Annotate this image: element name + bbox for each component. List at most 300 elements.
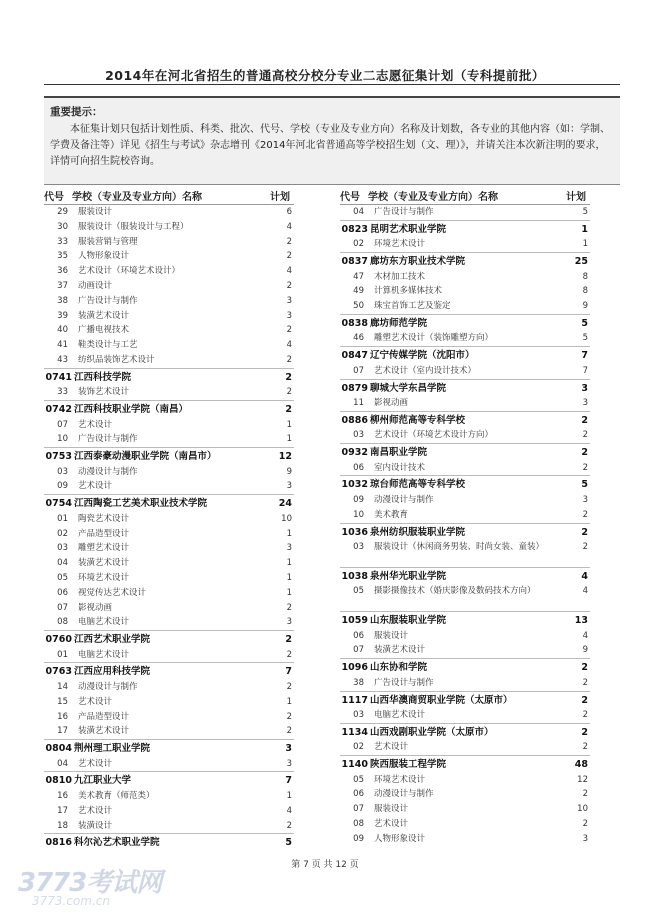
row-name: 艺术设计 — [78, 481, 113, 492]
row-plan: 7 — [581, 350, 588, 362]
row-code: 30 — [57, 221, 68, 232]
major-row — [340, 364, 590, 379]
row-code: 1134 — [341, 726, 368, 738]
major-row — [44, 648, 294, 663]
school-row — [340, 379, 590, 397]
major-row — [44, 695, 294, 710]
row-name: 陶瓷艺术设计 — [78, 513, 130, 524]
row-plan: 5 — [582, 207, 588, 217]
row-plan: 2 — [286, 726, 292, 737]
major-row — [44, 205, 294, 220]
row-plan: 1 — [286, 528, 292, 539]
school-row — [340, 611, 590, 629]
row-name: 艺术设计 — [78, 805, 113, 816]
row-name: 珠宝首饰工艺及鉴定 — [374, 301, 451, 312]
school-row — [44, 662, 294, 680]
row-name: 环境艺术设计 — [374, 239, 426, 250]
row-name: 江西陶瓷工艺美术职业技术学院 — [74, 498, 208, 510]
major-row — [340, 461, 590, 476]
row-name: 艺术设计 — [374, 819, 409, 830]
row-name: 雕塑艺术设计 — [78, 543, 130, 554]
row-name: 室内设计技术 — [374, 462, 426, 473]
row-name: 辽宁传媒学院（沈阳市） — [370, 350, 475, 362]
school-row — [340, 567, 590, 585]
school-row — [340, 443, 590, 461]
row-code: 04 — [57, 558, 68, 569]
major-row — [44, 757, 294, 772]
notice-heading: 重要提示： — [50, 106, 103, 118]
row-code: 36 — [57, 266, 68, 277]
row-name: 美术教育 — [374, 509, 409, 520]
row-name: 鞋类设计与工艺 — [78, 340, 138, 351]
major-row — [340, 584, 590, 611]
row-name: 人物形象设计 — [78, 251, 130, 262]
row-name: 美术教育（师范类） — [78, 790, 155, 801]
row-plan: 3 — [286, 310, 292, 321]
row-plan: 9 — [582, 645, 588, 656]
row-name: 动漫设计与制作 — [374, 789, 434, 800]
row-name: 木材加工技术 — [374, 271, 426, 282]
row-name: 动漫设计与制作 — [374, 494, 434, 505]
major-row — [340, 773, 590, 788]
major-row — [44, 541, 294, 556]
row-plan: 4 — [286, 805, 292, 816]
row-code: 38 — [57, 295, 68, 306]
left-column-header — [44, 186, 294, 205]
row-code: 05 — [353, 774, 364, 785]
major-row — [44, 353, 294, 368]
row-plan: 3 — [286, 481, 292, 492]
row-name: 服装设计 — [374, 630, 409, 641]
row-name: 动漫设计与制作 — [78, 466, 138, 477]
row-name: 雕塑艺术设计（装饰雕塑方向） — [374, 333, 494, 344]
school-row — [340, 314, 590, 332]
row-plan: 2 — [285, 404, 292, 416]
row-plan: 2 — [286, 649, 292, 660]
row-plan: 10 — [281, 513, 292, 524]
major-row — [340, 428, 590, 443]
row-plan: 1 — [581, 223, 588, 235]
major-row — [44, 279, 294, 294]
row-code: 0879 — [341, 382, 368, 394]
row-code: 0837 — [341, 256, 368, 268]
row-code: 08 — [353, 819, 364, 830]
row-code: 18 — [57, 820, 68, 831]
row-code: 16 — [57, 790, 68, 801]
major-row — [44, 601, 294, 616]
row-name: 泉州纺织服装职业学院 — [370, 526, 466, 538]
header-name: 学校（专业及专业方向）名称 — [72, 192, 202, 203]
row-name: 江西科技职业学院（南昌） — [74, 404, 189, 416]
row-plan: 2 — [581, 726, 588, 738]
major-row — [44, 249, 294, 264]
row-plan: 2 — [581, 414, 588, 426]
major-row — [44, 819, 294, 834]
row-code: 0932 — [341, 447, 368, 459]
major-row — [340, 629, 590, 644]
row-code: 0804 — [45, 743, 72, 755]
header-name: 学校（专业及专业方向）名称 — [368, 192, 498, 203]
row-name: 广告设计与制作 — [374, 207, 434, 217]
row-plan: 2 — [286, 251, 292, 262]
row-code: 39 — [57, 310, 68, 321]
row-code: 09 — [353, 494, 364, 505]
row-name: 计算机多媒体技术 — [374, 286, 443, 297]
school-row — [340, 658, 590, 676]
row-code: 09 — [57, 481, 68, 492]
row-name: 艺术设计（环境艺术设计方向） — [374, 430, 494, 441]
row-name: 影视动画 — [374, 398, 409, 409]
row-name: 产品造型设计 — [78, 711, 130, 722]
major-row — [340, 787, 590, 802]
row-name: 昆明艺术职业学院 — [370, 223, 447, 235]
page-footer: 第 7 页 共 12 页 — [291, 860, 359, 870]
row-name: 山东协和学院 — [370, 662, 428, 674]
major-row — [44, 479, 294, 494]
row-name: 摄影摄像技术（婚庆影像及数码技术方向） — [374, 586, 536, 597]
major-row — [44, 724, 294, 739]
row-plan: 2 — [582, 542, 588, 553]
row-plan: 2 — [286, 602, 292, 613]
row-plan: 4 — [582, 630, 588, 641]
row-name: 艺术设计 — [78, 696, 113, 707]
row-code: 09 — [353, 833, 364, 844]
row-code: 17 — [57, 805, 68, 816]
row-name: 动漫设计与制作 — [78, 681, 138, 692]
school-row — [340, 755, 590, 773]
major-row — [340, 237, 590, 252]
school-row — [44, 833, 294, 851]
row-code: 0886 — [341, 414, 368, 426]
row-plan: 2 — [581, 447, 588, 459]
school-row — [340, 723, 590, 741]
header-code: 代号 — [340, 192, 360, 203]
major-row — [44, 338, 294, 353]
row-plan: 1 — [286, 558, 292, 569]
row-plan: 2 — [286, 325, 292, 336]
row-name: 艺术设计 — [78, 419, 113, 430]
row-code: 43 — [57, 354, 68, 365]
row-plan: 25 — [574, 256, 588, 268]
title-rule — [44, 84, 620, 85]
major-row — [44, 615, 294, 630]
row-name: 装潢艺术设计 — [78, 310, 130, 321]
major-row — [340, 540, 590, 567]
watermark-main: 3773考试网 — [18, 868, 162, 898]
major-row — [44, 432, 294, 447]
row-plan: 2 — [582, 462, 588, 473]
row-plan: 3 — [286, 617, 292, 628]
row-code: 03 — [57, 543, 68, 554]
row-plan: 2 — [581, 694, 588, 706]
row-name: 艺术设计（室内设计技术） — [374, 365, 477, 376]
row-code: 0838 — [341, 317, 368, 329]
major-row — [340, 643, 590, 658]
row-plan: 3 — [581, 382, 588, 394]
row-plan: 2 — [286, 820, 292, 831]
row-code: 07 — [57, 419, 68, 430]
row-plan: 1 — [286, 696, 292, 707]
row-plan: 7 — [285, 666, 292, 678]
row-plan: 2 — [582, 789, 588, 800]
row-code: 46 — [353, 333, 364, 344]
row-code: 03 — [353, 710, 364, 721]
major-row — [340, 493, 590, 508]
major-row — [44, 418, 294, 433]
row-name: 山东服装职业学院 — [370, 615, 447, 627]
row-name: 广告设计与制作 — [374, 677, 434, 688]
left-rows — [44, 205, 294, 851]
row-code: 07 — [353, 365, 364, 376]
row-plan: 2 — [582, 509, 588, 520]
row-plan: 3 — [286, 543, 292, 554]
row-name: 廊坊东方职业技术学院 — [370, 256, 466, 268]
right-column-header — [340, 186, 590, 205]
row-code: 49 — [353, 286, 364, 297]
major-row — [340, 708, 590, 723]
row-code: 08 — [57, 617, 68, 628]
major-row — [44, 323, 294, 338]
row-code: 11 — [353, 398, 364, 409]
right-column — [340, 186, 590, 847]
row-code: 38 — [353, 677, 364, 688]
school-row — [340, 411, 590, 429]
row-name: 艺术设计（环境艺术设计） — [78, 266, 181, 277]
row-code: 50 — [353, 301, 364, 312]
row-name: 影视动画 — [78, 602, 113, 613]
row-code: 0754 — [45, 498, 72, 510]
row-plan: 2 — [286, 681, 292, 692]
row-code: 1038 — [341, 570, 368, 582]
row-plan: 48 — [574, 759, 588, 771]
row-plan: 4 — [582, 586, 588, 597]
row-code: 41 — [57, 340, 68, 351]
row-name: 装潢设计 — [78, 820, 113, 831]
row-name: 视觉传达艺术设计 — [78, 587, 147, 598]
row-code: 47 — [353, 271, 364, 282]
row-code: 0816 — [45, 837, 72, 849]
major-row — [44, 789, 294, 804]
major-row — [44, 710, 294, 725]
row-name: 江西泰豪动漫职业学院（南昌市） — [74, 451, 217, 463]
row-code: 10 — [57, 434, 68, 445]
row-code: 03 — [57, 466, 68, 477]
row-name: 环境艺术设计 — [374, 774, 426, 785]
row-plan: 1 — [286, 419, 292, 430]
major-row — [340, 205, 590, 220]
row-plan: 2 — [581, 526, 588, 538]
major-row — [44, 804, 294, 819]
row-plan: 3 — [582, 833, 588, 844]
row-name: 装饰艺术设计 — [78, 387, 130, 398]
row-code: 06 — [353, 630, 364, 641]
row-name: 装潢艺术设计 — [78, 726, 130, 737]
row-code: 1117 — [341, 694, 368, 706]
row-code: 04 — [353, 207, 364, 217]
major-row — [44, 571, 294, 586]
major-row — [44, 512, 294, 527]
row-code: 0763 — [45, 666, 72, 678]
row-code: 06 — [353, 789, 364, 800]
right-rows — [340, 205, 590, 847]
major-row — [44, 680, 294, 695]
row-name: 广告设计与制作 — [78, 295, 138, 306]
row-code: 29 — [57, 207, 68, 217]
row-name: 纺织品装饰艺术设计 — [78, 354, 155, 365]
row-plan: 2 — [582, 819, 588, 830]
row-name: 琼台师范高等专科学校 — [370, 479, 466, 491]
row-plan: 2 — [582, 710, 588, 721]
major-row — [340, 802, 590, 817]
major-row — [44, 385, 294, 400]
row-code: 06 — [57, 587, 68, 598]
row-plan: 2 — [285, 634, 292, 646]
row-code: 05 — [353, 586, 364, 597]
row-code: 07 — [353, 804, 364, 815]
row-name: 南昌职业学院 — [370, 447, 428, 459]
site-watermark-logo — [18, 862, 168, 912]
row-name: 荆州理工职业学院 — [74, 743, 151, 755]
row-name: 服装设计（服装设计与工程） — [78, 221, 189, 232]
row-name: 山西华澳商贸职业学院（太原市） — [370, 694, 513, 706]
row-name: 陕西服装工程学院 — [370, 759, 447, 771]
major-row — [44, 527, 294, 542]
major-row — [340, 676, 590, 691]
row-plan: 4 — [286, 340, 292, 351]
row-plan: 1 — [286, 434, 292, 445]
row-code: 35 — [57, 251, 68, 262]
row-name: 艺术设计 — [374, 742, 409, 753]
row-code: 1059 — [341, 615, 368, 627]
major-row — [340, 832, 590, 847]
row-plan: 6 — [286, 207, 292, 217]
row-plan: 24 — [278, 498, 292, 510]
row-name: 装潢艺术设计 — [374, 645, 426, 656]
row-name: 电脑艺术设计 — [78, 617, 130, 628]
school-row — [340, 220, 590, 238]
school-row — [340, 523, 590, 541]
row-name: 服装营销与管理 — [78, 236, 138, 247]
row-plan: 5 — [581, 479, 588, 491]
major-row — [44, 264, 294, 279]
row-name: 山西戏剧职业学院（太原市） — [370, 726, 494, 738]
row-plan: 2 — [582, 742, 588, 753]
row-name: 人物形象设计 — [374, 833, 426, 844]
row-code: 0760 — [45, 634, 72, 646]
row-code: 0847 — [341, 350, 368, 362]
major-row — [340, 740, 590, 755]
row-code: 0810 — [45, 775, 72, 787]
major-row — [340, 508, 590, 523]
row-plan: 9 — [286, 466, 292, 477]
row-plan: 12 — [278, 451, 292, 463]
major-row — [340, 299, 590, 314]
row-name: 九江职业大学 — [74, 775, 132, 787]
row-code: 1036 — [341, 526, 368, 538]
row-code: 0742 — [45, 404, 72, 416]
row-plan: 2 — [286, 711, 292, 722]
row-name: 泉州华光职业学院 — [370, 570, 447, 582]
row-plan: 1 — [582, 239, 588, 250]
school-row — [340, 252, 590, 270]
row-plan: 12 — [577, 774, 588, 785]
school-row — [340, 691, 590, 709]
school-row — [44, 447, 294, 465]
row-name: 电脑艺术设计 — [78, 649, 130, 660]
major-row — [340, 331, 590, 346]
row-code: 40 — [57, 325, 68, 336]
row-name: 江西艺术职业学院 — [74, 634, 151, 646]
row-plan: 2 — [286, 280, 292, 291]
left-column — [44, 186, 294, 851]
row-code: 01 — [57, 513, 68, 524]
row-plan: 7 — [582, 365, 588, 376]
row-code: 03 — [353, 430, 364, 441]
major-row — [44, 465, 294, 480]
row-plan: 2 — [581, 662, 588, 674]
school-row — [340, 475, 590, 493]
page-title: 2014年在河北省招生的普通高校分校分专业二志愿征集计划（专科提前批） — [105, 68, 545, 83]
row-plan: 1 — [286, 587, 292, 598]
row-code: 07 — [353, 645, 364, 656]
row-code: 04 — [57, 758, 68, 769]
row-code: 07 — [57, 602, 68, 613]
major-row — [44, 586, 294, 601]
row-plan: 5 — [581, 317, 588, 329]
header-code: 代号 — [44, 192, 64, 203]
school-row — [340, 346, 590, 364]
row-code: 0753 — [45, 451, 72, 463]
major-row — [44, 235, 294, 250]
header-plan: 计划 — [270, 192, 290, 203]
row-name: 服装设计 — [374, 804, 409, 815]
row-plan: 3 — [582, 398, 588, 409]
row-plan: 5 — [582, 333, 588, 344]
row-plan: 8 — [582, 271, 588, 282]
major-row — [340, 396, 590, 411]
row-name: 江西应用科技学院 — [74, 666, 151, 678]
major-row — [340, 270, 590, 285]
row-code: 14 — [57, 681, 68, 692]
school-row — [44, 739, 294, 757]
row-code: 37 — [57, 280, 68, 291]
school-row — [44, 630, 294, 648]
major-row — [44, 556, 294, 571]
notice-box — [44, 96, 620, 185]
row-name: 广播电视技术 — [78, 325, 130, 336]
row-code: 33 — [57, 387, 68, 398]
row-plan: 13 — [574, 615, 588, 627]
row-name: 电脑艺术设计 — [374, 710, 426, 721]
row-plan: 2 — [582, 430, 588, 441]
row-plan: 4 — [286, 266, 292, 277]
row-plan: 3 — [582, 494, 588, 505]
watermark-sub: 3773.com.cn — [32, 894, 110, 908]
row-plan: 9 — [582, 301, 588, 312]
major-row — [340, 284, 590, 299]
row-plan: 4 — [286, 221, 292, 232]
school-row — [44, 368, 294, 386]
row-plan: 1 — [286, 790, 292, 801]
row-plan: 2 — [285, 371, 292, 383]
row-plan: 3 — [285, 743, 292, 755]
row-plan: 3 — [286, 758, 292, 769]
notice-body: 本征集计划只包括计划性质、科类、批次、代号、学校（专业及专业方向）名称及计划数，各专业的其他内容（如：学制、学费及备注等）详见《招生与考试》杂志增刊《2014年河北省普通高等学校招生划（文、理）》，并请关注本次新注明的要求，详情可向招生院校咨询。 — [50, 124, 610, 167]
row-name: 服装设计（休闲商务男装、时尚女装、童装） — [374, 542, 545, 553]
row-plan: 4 — [581, 570, 588, 582]
row-code: 1140 — [341, 759, 368, 771]
row-code: 03 — [353, 542, 364, 553]
